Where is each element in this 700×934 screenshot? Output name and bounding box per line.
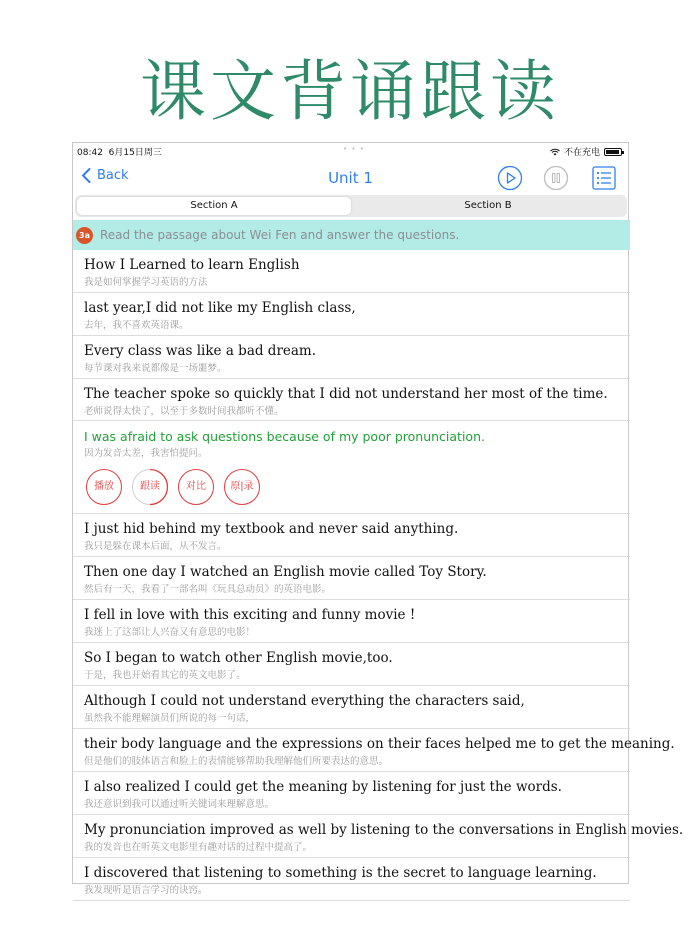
pause-icon[interactable] xyxy=(543,165,569,191)
exercise-badge: 3a xyxy=(76,227,93,244)
status-bar xyxy=(73,143,628,159)
sentence-chinese: 于是，我也开始看其它的英文电影了。 xyxy=(84,670,246,681)
sentence-list xyxy=(73,250,684,901)
sentence-row[interactable] xyxy=(73,514,630,557)
back-button[interactable] xyxy=(81,168,129,183)
instruction-text: Read the passage about Wei Fen and answer the questions. xyxy=(100,228,460,242)
sentence-controls xyxy=(86,469,630,505)
compare-button[interactable]: 对比 xyxy=(178,469,214,505)
sentence-row[interactable] xyxy=(73,293,630,336)
sentence-row[interactable] xyxy=(73,772,630,815)
sentence-chinese: 我只是躲在课本后面，从不发言。 xyxy=(84,541,227,552)
sentence-row-active[interactable] xyxy=(73,421,630,514)
sentence-chinese: 我是如何掌握学习英语的方法 xyxy=(84,277,208,288)
sentence-chinese: 但是他们的肢体语言和脸上的表情能够帮助我理解他们所要表达的意思。 xyxy=(84,756,389,767)
sentence-english: I was afraid to ask questions because of my poor pronunciation. xyxy=(84,429,485,444)
sentence-english: So I began to watch other English movie,too. xyxy=(84,650,393,666)
sentence-row[interactable] xyxy=(73,686,630,729)
battery-icon xyxy=(604,148,622,156)
sentence-chinese: 因为发音太差，我害怕提问。 xyxy=(84,448,208,459)
sentence-chinese: 我迷上了这部让人兴奋又有意思的电影！ xyxy=(84,627,256,638)
sentence-chinese: 我发现听是语言学习的诀窍。 xyxy=(84,885,208,896)
sentence-row[interactable] xyxy=(73,379,630,421)
sentence-english: My pronunciation improved as well by listening to the conversations in English movies. xyxy=(84,822,684,838)
sentence-english: last year,I did not like my English class, xyxy=(84,300,356,316)
sentence-chinese: 然后有一天，我看了一部名叫《玩具总动员》的英语电影。 xyxy=(84,584,332,595)
sentence-chinese: 虽然我不能理解演员们所说的每一句话， xyxy=(84,713,256,724)
play-icon[interactable] xyxy=(497,165,523,191)
sentence-english: The teacher spoke so quickly that I did not understand her most of the time. xyxy=(84,386,608,402)
play-button[interactable]: 播放 xyxy=(86,469,122,505)
status-indicators xyxy=(550,145,622,158)
sentence-english: their body language and the expressions on their faces helped me to get the meaning. xyxy=(84,736,675,752)
sentence-english: I discovered that listening to something is the secret to language learning. xyxy=(84,865,597,881)
sentence-row[interactable] xyxy=(73,643,630,686)
sentence-english: Although I could not understand everything the characters said, xyxy=(84,693,525,709)
sentence-row[interactable] xyxy=(73,815,684,858)
wifi-icon xyxy=(550,148,560,156)
back-label: Back xyxy=(97,168,129,183)
camera-dots: • • • xyxy=(343,145,365,153)
sentence-english: How I Learned to learn English xyxy=(84,257,300,273)
promo-title: 课文背诵跟读 xyxy=(140,53,560,130)
tab-section-a[interactable]: Section A xyxy=(77,197,351,215)
sentence-row[interactable] xyxy=(73,729,675,772)
sentence-row[interactable] xyxy=(73,600,630,643)
sentence-chinese: 每节课对我来说都像是一场噩梦。 xyxy=(84,363,227,374)
sentence-row[interactable] xyxy=(73,557,630,600)
sentence-chinese: 我的发音也在听英文电影里有趣对话的过程中提高了。 xyxy=(84,842,313,853)
charging-status: 不在充电 xyxy=(563,148,600,158)
follow-read-button[interactable]: 跟读 xyxy=(132,469,168,505)
sentence-chinese: 我还意识到我可以通过听关键词来理解意思。 xyxy=(84,799,275,810)
sentence-chinese: 去年，我不喜欢英语课。 xyxy=(84,320,189,331)
instruction-banner xyxy=(73,220,630,250)
sentence-english: I fell in love with this exciting and funny movie ! xyxy=(84,607,416,623)
sentence-row[interactable] xyxy=(73,858,630,901)
sentence-english: Then one day I watched an English movie called Toy Story. xyxy=(84,564,487,580)
sentence-english: I also realized I could get the meaning by listening for just the words. xyxy=(84,779,562,795)
sentence-row[interactable] xyxy=(73,336,630,379)
sentence-row[interactable] xyxy=(73,250,630,293)
app-screen xyxy=(72,142,684,896)
chevron-left-icon xyxy=(81,168,91,183)
list-icon[interactable] xyxy=(591,165,617,191)
section-tabs xyxy=(75,195,627,217)
tab-section-b[interactable]: Section B xyxy=(464,200,512,211)
status-time: 08:42 6月15日周三 xyxy=(77,148,162,158)
sentence-english: I just hid behind my textbook and never said anything. xyxy=(84,521,459,537)
page-title: Unit 1 xyxy=(328,169,373,187)
sentence-english: Every class was like a bad dream. xyxy=(84,343,317,359)
original-recording-button[interactable]: 原|录 xyxy=(224,469,260,505)
sentence-chinese: 老师说得太快了，以至于多数时间我都听不懂。 xyxy=(84,406,284,417)
